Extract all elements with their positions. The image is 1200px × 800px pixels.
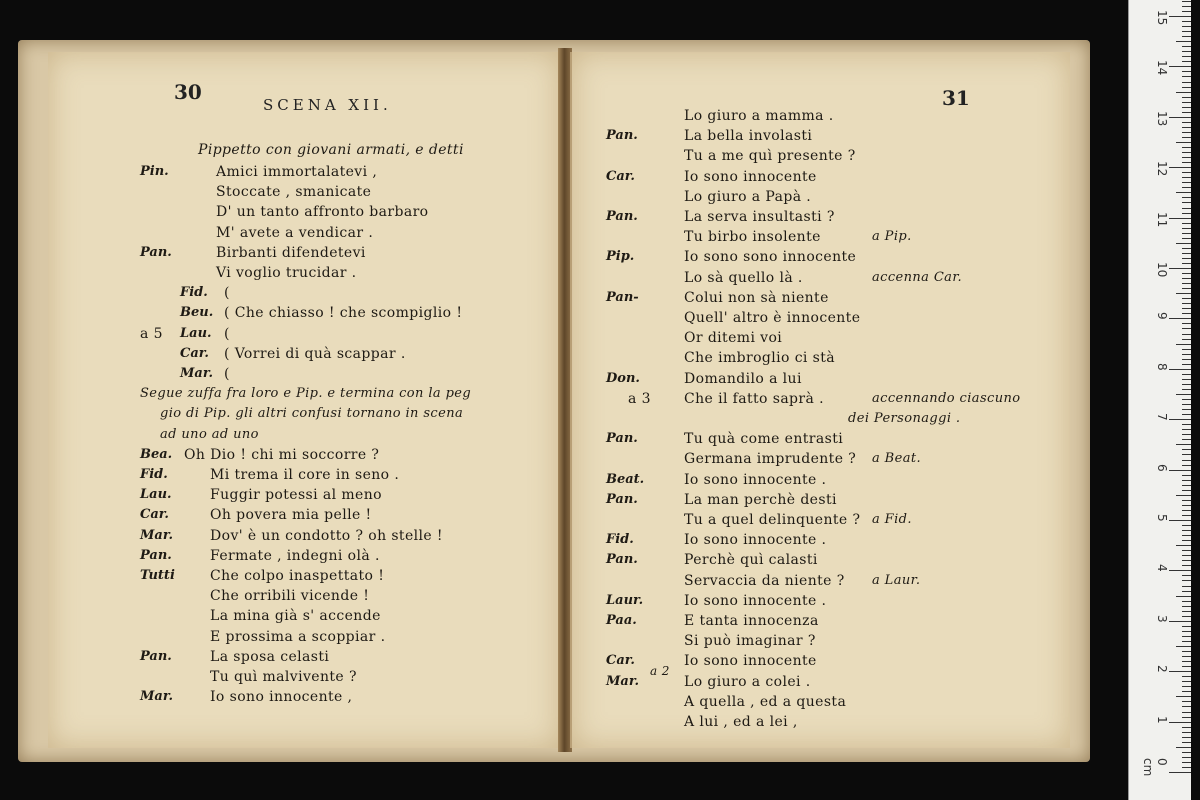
ruler-tick: [1169, 318, 1191, 319]
ruler-tick: [1182, 278, 1191, 279]
ruler-tick: [1182, 409, 1191, 410]
ruler-tick: [1176, 92, 1191, 93]
ruler-tick: [1182, 681, 1191, 682]
measurement-ruler: [1128, 0, 1191, 800]
ruler-tick: [1182, 87, 1191, 88]
ruler-tick: [1182, 56, 1191, 57]
stage-direction: a Laur.: [872, 572, 921, 588]
ruler-tick: [1182, 490, 1191, 491]
verse-line: Servaccia da niente ?: [684, 572, 845, 589]
ruler-number: 14: [1155, 60, 1169, 76]
verse-line: M' avete a vendicar .: [216, 224, 374, 241]
ruler-tick: [1182, 591, 1191, 592]
ruler-number: 6: [1155, 463, 1169, 472]
ruler-number: 8: [1155, 362, 1169, 371]
ruler-number: 12: [1155, 161, 1169, 177]
ruler-tick: [1182, 197, 1191, 198]
ruler-tick: [1182, 414, 1191, 415]
verse-line: La sposa celasti: [210, 648, 330, 665]
verse-line: Io sono innocente .: [684, 471, 827, 488]
ruler-tick: [1182, 334, 1191, 335]
ruler-tick: [1176, 142, 1191, 143]
verse-line: Che imbroglio ci stà: [684, 350, 836, 367]
verse-line: Io sono sono innocente: [684, 249, 857, 266]
ruler-number: 15: [1155, 10, 1169, 26]
speaker-label: Fid.: [606, 532, 634, 548]
verse-line: Tu quì malvivente ?: [210, 669, 357, 685]
ruler-tick: [1182, 31, 1191, 32]
ruler-tick: [1182, 208, 1191, 209]
verse-line: Domandilo a lui: [684, 370, 802, 387]
ruler-number: 4: [1155, 564, 1169, 573]
ruler-tick: [1182, 46, 1191, 47]
verse-line: Fermate , indegni olà .: [210, 547, 380, 564]
verse-line: Tu a quel delinquente ?: [684, 512, 861, 528]
ruler-tick: [1182, 661, 1191, 662]
ruler-tick: [1176, 41, 1191, 42]
ruler-tick: [1182, 586, 1191, 587]
stage-direction: ad uno ad uno: [160, 426, 259, 442]
verse-line: Lo giuro a Papà .: [684, 188, 812, 205]
ruler-tick: [1182, 61, 1191, 62]
scene-title: SCENA XII.: [263, 96, 392, 114]
speaker-label: Pip.: [606, 249, 635, 265]
speaker-label: Car.: [180, 345, 209, 361]
ruler-tick: [1182, 389, 1191, 390]
ruler-tick: [1182, 601, 1191, 602]
ruler-tick: [1182, 712, 1191, 713]
ruler-number: 3: [1155, 614, 1169, 623]
ruler-tick: [1169, 369, 1191, 370]
ruler-tick: [1176, 243, 1191, 244]
ruler-tick: [1182, 132, 1191, 133]
ruler-tick: [1176, 444, 1191, 445]
verse-line: Mi trema il core in seno .: [210, 467, 400, 483]
verse-line: Io sono innocente ,: [210, 689, 353, 706]
ruler-tick: [1182, 475, 1191, 476]
ruler-tick: [1182, 429, 1191, 430]
ruler-tick: [1182, 686, 1191, 687]
ruler-tick: [1182, 354, 1191, 355]
verse-line: Stoccate , smanicate: [216, 184, 372, 201]
ruler-tick: [1182, 575, 1191, 576]
speaker-label: Laur.: [606, 592, 644, 608]
ruler-tick: [1182, 706, 1191, 707]
ruler-tick: [1182, 636, 1191, 637]
stage-direction: a Pip.: [872, 229, 912, 245]
ruler-tick: [1182, 530, 1191, 531]
ruler-tick: [1182, 76, 1191, 77]
verse-line: Si può imaginar ?: [684, 633, 816, 650]
ruler-tick: [1182, 349, 1191, 350]
ruler-tick: [1182, 752, 1191, 753]
verse-line: Germana imprudente ?: [684, 451, 857, 468]
ruler-tick: [1182, 97, 1191, 98]
verse-line: Lo giuro a colei .: [684, 673, 811, 690]
ruler-tick: [1182, 626, 1191, 627]
speaker-label: Pan-: [606, 289, 639, 305]
ruler-tick: [1182, 465, 1191, 466]
speaker-label: Car.: [606, 168, 635, 184]
ruler-tick: [1182, 717, 1191, 718]
ruler-tick: [1182, 454, 1191, 455]
speaker-label: Mar.: [140, 689, 173, 705]
speaker-label: Pan.: [140, 648, 172, 664]
ruler-tick: [1176, 596, 1191, 597]
ruler-tick: [1176, 646, 1191, 647]
verse-line: E prossima a scoppiar .: [210, 628, 386, 645]
ruler-tick: [1169, 66, 1191, 67]
ruler-tick: [1169, 117, 1191, 118]
ruler-tick: [1182, 434, 1191, 435]
ruler-tick: [1169, 419, 1191, 420]
speaker-label: Pan.: [140, 244, 172, 260]
ruler-number: 13: [1155, 110, 1169, 127]
ruler-tick: [1182, 364, 1191, 365]
ruler-number: 1: [1155, 715, 1169, 724]
ruler-tick: [1182, 107, 1191, 108]
ruler-tick: [1182, 223, 1191, 224]
verse-line: Io sono innocente .: [684, 592, 827, 609]
ruler-tick: [1169, 167, 1191, 168]
speaker-label: Lau.: [180, 325, 212, 341]
ruler-number: 7: [1155, 413, 1169, 421]
scene-direction: Pippetto con giovani armati, e detti: [198, 142, 464, 158]
ruler-unit: 0 cm: [1141, 758, 1169, 777]
speaker-label: Fid.: [180, 285, 208, 301]
ruler-tick: [1182, 233, 1191, 234]
ruler-tick: [1169, 520, 1191, 521]
ruler-tick: [1182, 449, 1191, 450]
ruler-tick: [1182, 248, 1191, 249]
ruler-tick: [1182, 82, 1191, 83]
stage-direction: dei Personaggi .: [848, 411, 961, 426]
ruler-tick: [1182, 424, 1191, 425]
ruler-tick: [1182, 565, 1191, 566]
ruler-tick: [1182, 359, 1191, 360]
ruler-tick: [1169, 218, 1191, 219]
speaker-label: a 3: [628, 390, 651, 407]
ruler-tick: [1176, 344, 1191, 345]
right-page: [570, 52, 1070, 748]
verse-line: Io sono innocente: [684, 168, 817, 185]
ruler-tick: [1169, 470, 1191, 471]
ruler-tick: [1182, 525, 1191, 526]
ruler-tick: [1182, 666, 1191, 667]
verse-line: La serva insultasti ?: [684, 209, 835, 225]
ruler-tick: [1176, 495, 1191, 496]
ruler-tick: [1176, 747, 1191, 748]
ruler-tick: [1182, 127, 1191, 128]
verse-line: Quell' altro è innocente: [684, 310, 861, 326]
verse-line: Che il fatto saprà .: [684, 390, 824, 407]
ruler-tick: [1182, 21, 1191, 22]
ruler-tick: [1182, 560, 1191, 561]
verse-line: Io sono innocente: [684, 653, 817, 670]
ruler-tick: [1182, 404, 1191, 405]
ruler-tick: [1169, 722, 1191, 723]
verse-line: Oh Dio ! chi mi soccorre ?: [184, 446, 380, 463]
verse-line: (: [224, 366, 230, 382]
ruler-tick: [1182, 691, 1191, 692]
ruler-tick: [1182, 631, 1191, 632]
verse-line: Fuggir potessi al meno: [210, 487, 382, 504]
verse-line: Perchè quì calasti: [684, 552, 818, 569]
ruler-tick: [1182, 213, 1191, 214]
ruler-tick: [1182, 137, 1191, 138]
ruler-tick: [1182, 182, 1191, 183]
ruler-tick: [1182, 580, 1191, 581]
verse-line: Tu quà come entrasti: [684, 431, 844, 448]
ruler-tick: [1182, 328, 1191, 329]
ruler-tick: [1182, 535, 1191, 536]
ruler-tick: [1169, 621, 1191, 622]
speaker-label: Pan.: [606, 128, 638, 144]
verse-line: La man perchè desti: [684, 491, 837, 508]
ruler-tick: [1169, 570, 1191, 571]
verse-line: Tu a me quì presente ?: [684, 148, 856, 165]
ruler-tick: [1182, 6, 1191, 7]
verse-line: Birbanti difendetevi: [216, 244, 366, 261]
speaker-label: Pan.: [606, 491, 638, 507]
speaker-label: Mar.: [606, 673, 639, 689]
ruler-number: 10: [1155, 262, 1169, 278]
ruler-tick: [1182, 641, 1191, 642]
ruler-tick: [1176, 293, 1191, 294]
ruler-tick: [1182, 288, 1191, 289]
ruler-tick: [1182, 732, 1191, 733]
verse-line: E tanta innocenza: [684, 613, 819, 629]
ruler-tick: [1169, 772, 1191, 773]
ruler-tick: [1182, 122, 1191, 123]
left-page: [48, 52, 562, 748]
speaker-label: Fid.: [140, 467, 168, 482]
ruler-tick: [1182, 485, 1191, 486]
ruler-tick: [1169, 268, 1191, 269]
verse-line: Lo sà quello là .: [684, 269, 803, 286]
page-number-left: 30: [174, 80, 202, 104]
ruler-tick: [1182, 384, 1191, 385]
ruler-tick: [1182, 374, 1191, 375]
ruler-tick: [1182, 460, 1191, 461]
speaker-label: Beat.: [606, 471, 645, 487]
speaker-label: Lau.: [140, 487, 172, 503]
ruler-tick: [1182, 36, 1191, 37]
ruler-tick: [1182, 112, 1191, 113]
verse-line: ( Che chiasso ! che scompiglio !: [224, 305, 463, 322]
ruler-tick: [1182, 500, 1191, 501]
ruler-tick: [1182, 555, 1191, 556]
ruler-tick: [1182, 303, 1191, 304]
verse-line: La bella involasti: [684, 128, 813, 145]
verse-line: Oh povera mia pelle !: [210, 507, 372, 524]
ruler-number: 11: [1155, 211, 1169, 227]
ruler-tick: [1182, 71, 1191, 72]
stage-direction: accennando ciascuno: [872, 390, 1021, 406]
verse-line: A lui , ed a lei ,: [684, 714, 798, 730]
ruler-tick: [1182, 157, 1191, 158]
ruler-number: 9: [1155, 312, 1169, 321]
ruler-tick: [1182, 162, 1191, 163]
ruler-tick: [1176, 545, 1191, 546]
ruler-number: 5: [1155, 514, 1169, 522]
ruler-tick: [1182, 606, 1191, 607]
ruler-tick: [1182, 147, 1191, 148]
ruler-tick: [1182, 701, 1191, 702]
stage-direction: a Beat.: [872, 451, 922, 467]
ruler-tick: [1182, 238, 1191, 239]
ruler-tick: [1182, 550, 1191, 551]
verse-line: Che colpo inaspettato !: [210, 568, 385, 584]
speaker-label: Paa.: [606, 613, 637, 628]
ruler-tick: [1182, 737, 1191, 738]
verse-line: Io sono innocente .: [684, 532, 827, 549]
ruler-tick: [1182, 767, 1191, 768]
ruler-tick: [1182, 323, 1191, 324]
ruler-tick: [1182, 228, 1191, 229]
ruler-tick: [1169, 16, 1191, 17]
verse-line: Tu birbo insolente: [684, 229, 821, 246]
speaker-label: Mar.: [140, 527, 173, 543]
chorus-group-label: a 5: [140, 325, 163, 342]
ruler-tick: [1182, 656, 1191, 657]
verse-line: (: [224, 285, 230, 302]
page-number-right: 31: [942, 86, 970, 110]
verse-line: (: [224, 325, 230, 342]
ruler-tick: [1182, 339, 1191, 340]
speaker-label: Mar.: [180, 366, 213, 381]
speaker-label: Don.: [606, 370, 640, 386]
speaker-label: Car.: [606, 653, 635, 669]
ruler-tick: [1182, 611, 1191, 612]
ruler-tick: [1182, 515, 1191, 516]
ruler-tick: [1182, 379, 1191, 380]
duet-mark: a 2: [650, 664, 670, 678]
speaker-label: Tutti: [140, 568, 175, 583]
ruler-tick: [1176, 394, 1191, 395]
ruler-tick: [1182, 51, 1191, 52]
ruler-tick: [1182, 399, 1191, 400]
ruler-tick: [1182, 651, 1191, 652]
verse-line: Amici immortalatevi ,: [216, 164, 378, 180]
speaker-label: Pan.: [606, 209, 638, 224]
ruler-tick: [1182, 439, 1191, 440]
speaker-label: Pan.: [606, 552, 638, 568]
speaker-label: Pin.: [140, 164, 169, 179]
ruler-tick: [1182, 202, 1191, 203]
ruler-tick: [1182, 742, 1191, 743]
verse-line: Or ditemi voi: [684, 330, 783, 347]
ruler-tick: [1182, 757, 1191, 758]
ruler-tick: [1182, 1, 1191, 2]
verse-line: A quella , ed a questa: [684, 693, 847, 710]
ruler-tick: [1182, 152, 1191, 153]
ruler-tick: [1182, 540, 1191, 541]
speaker-label: Car.: [140, 507, 169, 523]
ruler-tick: [1182, 102, 1191, 103]
ruler-tick: [1182, 298, 1191, 299]
verse-line: D' un tanto affronto barbaro: [216, 204, 429, 221]
verse-line: ( Vorrei di quà scappar .: [224, 345, 406, 362]
ruler-tick: [1182, 308, 1191, 309]
ruler-tick: [1182, 26, 1191, 27]
ruler-number: 2: [1155, 665, 1169, 673]
ruler-tick: [1182, 480, 1191, 481]
ruler-tick: [1169, 671, 1191, 672]
speaker-label: Bea.: [140, 446, 173, 462]
ruler-tick: [1182, 762, 1191, 763]
ruler-tick: [1182, 510, 1191, 511]
stage-direction: gio di Pip. gli altri confusi tornano in scena: [160, 406, 464, 422]
stage-direction: Segue zuffa fra loro e Pip. e termina con la peg: [140, 386, 472, 402]
ruler-tick: [1182, 177, 1191, 178]
ruler-tick: [1182, 258, 1191, 259]
stage-direction: a Fid.: [872, 512, 912, 527]
ruler-tick: [1182, 253, 1191, 254]
ruler-tick: [1182, 505, 1191, 506]
speaker-label: Pan.: [606, 431, 638, 447]
verse-line: Dov' è un condotto ? oh stelle !: [210, 527, 443, 544]
ruler-tick: [1182, 263, 1191, 264]
ruler-tick: [1182, 11, 1191, 12]
speaker-label: Beu.: [180, 305, 214, 321]
ruler-tick: [1182, 273, 1191, 274]
verse-line: La mina già s' accende: [210, 608, 381, 625]
speaker-label: Pan.: [140, 547, 172, 563]
ruler-tick: [1182, 313, 1191, 314]
ruler-tick: [1182, 187, 1191, 188]
ruler-tick: [1182, 616, 1191, 617]
ruler-tick: [1182, 676, 1191, 677]
ruler-tick: [1182, 283, 1191, 284]
verse-line: Vi voglio trucidar .: [216, 265, 357, 281]
ruler-tick: [1176, 696, 1191, 697]
verse-line: Che orribili vicende !: [210, 588, 370, 605]
stage-direction: accenna Car.: [872, 269, 963, 285]
ruler-tick: [1176, 192, 1191, 193]
verse-line: Lo giuro a mamma .: [684, 108, 834, 124]
ruler-tick: [1182, 172, 1191, 173]
ruler-tick: [1182, 727, 1191, 728]
verse-line: Colui non sà niente: [684, 289, 829, 306]
